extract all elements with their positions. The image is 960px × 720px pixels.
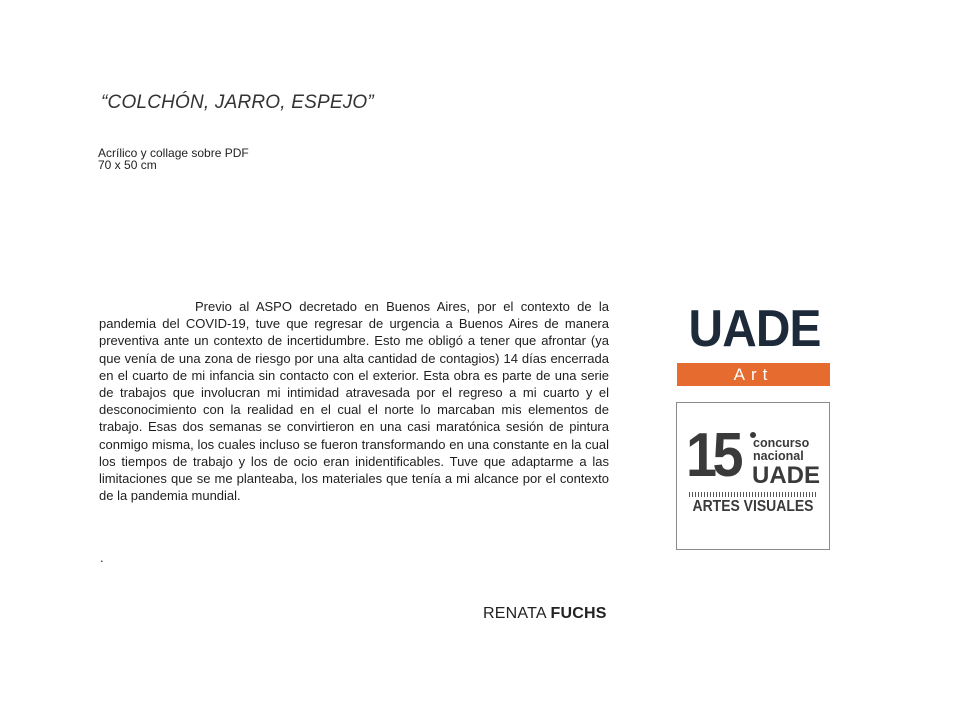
contest-number: 15: [686, 421, 740, 490]
contest-badge: [676, 402, 830, 550]
contest-line-concurso: concurso: [753, 436, 810, 450]
uade-art-logo: [677, 289, 832, 389]
artwork-title: “COLCHÓN, JARRO, ESPEJO”: [101, 92, 374, 113]
contest-category: ARTES VISUALES: [692, 498, 814, 515]
artwork-dimensions: 70 x 50 cm: [98, 158, 157, 172]
contest-line-nacional: nacional: [753, 449, 804, 463]
author-name: [483, 605, 607, 623]
artist-statement: Previo al ASPO decretado en Buenos Aires, por el contexto de la pandemia del COVID-19, tuve que regresar de urgencia a Buenos Aires de manera preventiva ante un contexto de incertidumbre. Esto me obligó a tener que afrontar (ya que venía de una zona de riesgo por una alta cantidad de contagios) 14 días encerrada en el cuarto de mi infancia sin contacto con el exterior. Esta obra es parte de una serie de trabajos que involucran mi intimidad atravesada por el regreso a mi cuarto y el desconocimiento con la realidad en el cual el norte lo marcaban mis elementos de trabajo. Esas dos semanas se convirtieron en una casi maratónica sesión de pintura conmigo misma, los cuales incluso se fueron transformando en una constante en la cual los tiempos de trabajo y los de ocio eran inidentificables. Tuve que adaptarme a las limitaciones que se me planteaba, los materiales que tenía a mi alcance por el contexto de la pandemia mundial.: [99, 299, 609, 504]
contest-line-uade: UADE: [752, 462, 821, 489]
uade-logo-word: UADE: [688, 300, 821, 358]
author-last-name: FUCHS: [550, 605, 607, 622]
artwork-technique: Acrílico y collage sobre PDF: [98, 146, 249, 160]
contest-divider: [689, 492, 817, 497]
artwork-details: [98, 147, 249, 171]
trailing-dot: .: [100, 550, 104, 565]
uade-logo-art-bar: Art: [677, 363, 830, 386]
author-first-name: RENATA: [483, 605, 546, 622]
